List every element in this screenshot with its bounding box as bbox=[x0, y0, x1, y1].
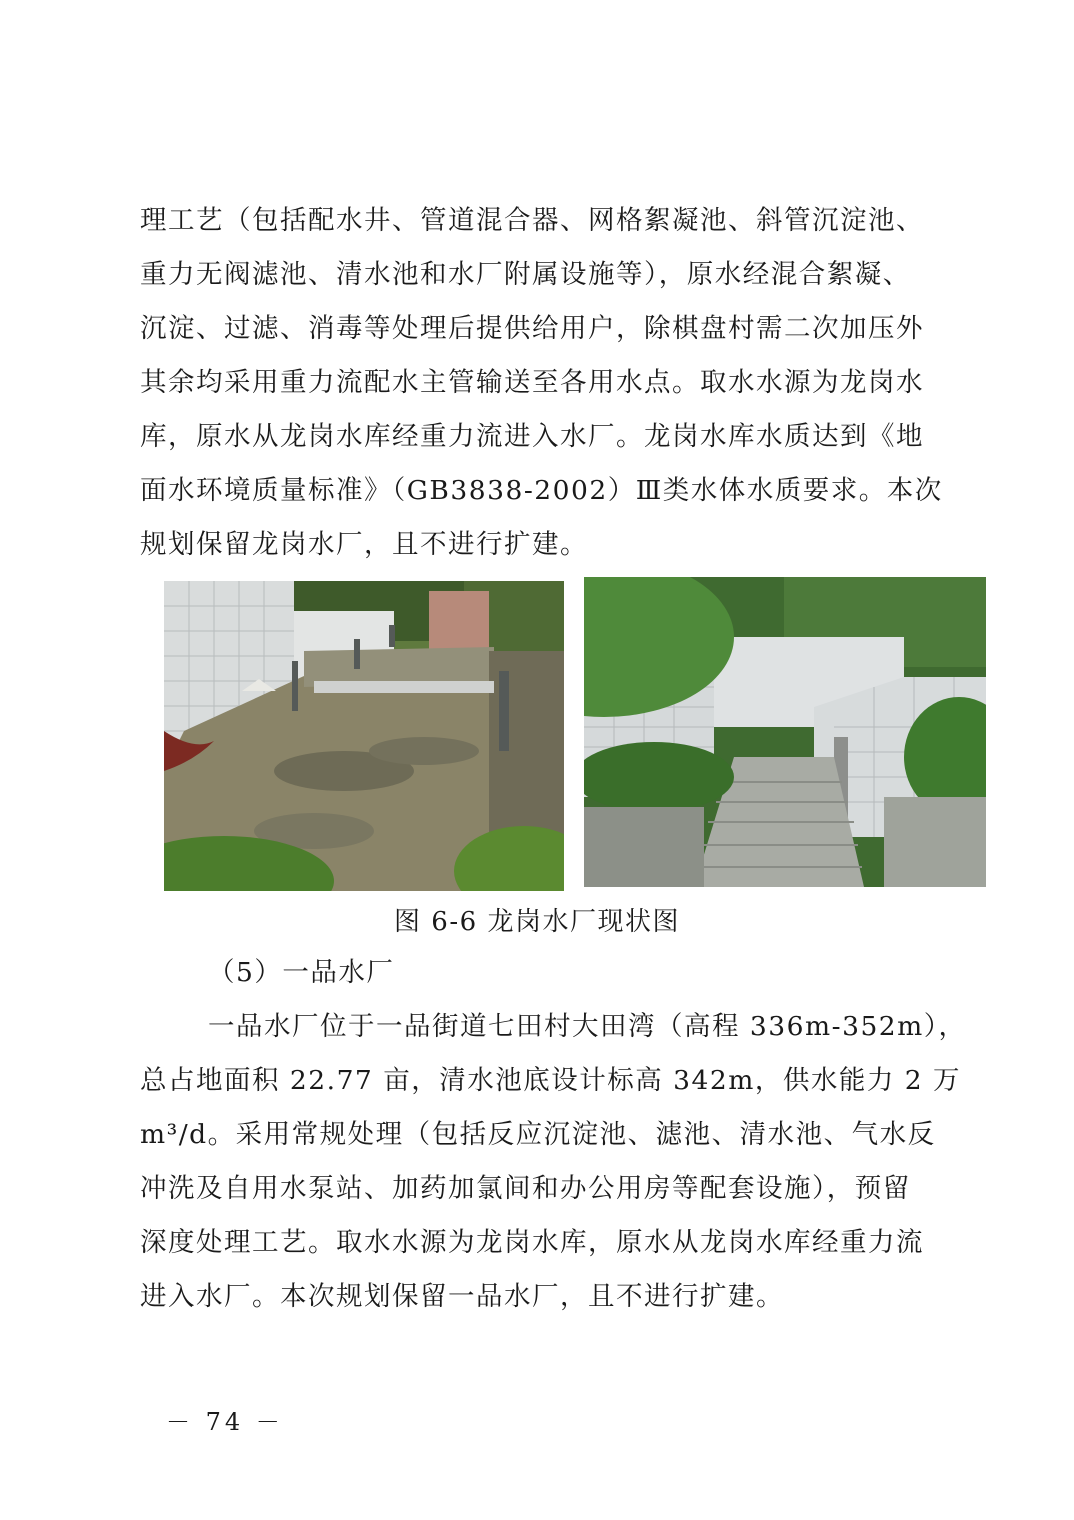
paragraph-line: 其余均采用重力流配水主管输送至各用水点。取水水源为龙岗水 bbox=[140, 367, 924, 398]
paragraph-line: 进入水厂。本次规划保留一品水厂，且不进行扩建。 bbox=[140, 1281, 784, 1312]
rooftop-photo-drawing bbox=[164, 581, 564, 891]
paragraph-line: m³/d。采用常规处理（包括反应沉淀池、滤池、清水池、气水反 bbox=[140, 1119, 936, 1150]
page-number: － 74 － bbox=[166, 1408, 284, 1436]
paragraph-line: 一品水厂位于一品街道七田村大田湾（高程 336m-352m）， bbox=[208, 1011, 967, 1042]
paragraph-line: 面水环境质量标准》（GB3838-2002）Ⅲ类水体水质要求。本次 bbox=[140, 475, 943, 506]
water-plant-stairs-photo bbox=[584, 577, 986, 887]
paragraph-line: 总占地面积 22.77 亩，清水池底设计标高 342m，供水能力 2 万 bbox=[140, 1065, 962, 1096]
paragraph-line: 理工艺（包括配水井、管道混合器、网格絮凝池、斜管沉淀池、 bbox=[140, 205, 924, 236]
body-paragraph-1 bbox=[140, 194, 943, 572]
section-heading: （5）一品水厂 bbox=[208, 957, 395, 988]
paragraph-line: 库，原水从龙岗水库经重力流进入水厂。龙岗水库水质达到《地 bbox=[140, 421, 924, 452]
paragraph-line: 沉淀、过滤、消毒等处理后提供给用户，除棋盘村需二次加压外 bbox=[140, 313, 924, 344]
paragraph-line: 深度处理工艺。取水水源为龙岗水库，原水从龙岗水库经重力流 bbox=[140, 1227, 924, 1258]
figure-photos bbox=[164, 577, 986, 891]
figure-caption: 图 6-6 龙岗水厂现状图 bbox=[394, 907, 680, 937]
paragraph-line: 冲洗及自用水泵站、加药加氯间和办公用房等配套设施），预留 bbox=[140, 1173, 911, 1204]
stairs-photo-drawing bbox=[584, 577, 986, 887]
paragraph-line: 重力无阀滤池、清水池和水厂附属设施等），原水经混合絮凝、 bbox=[140, 259, 911, 290]
body-paragraph-2 bbox=[140, 1000, 967, 1324]
water-plant-rooftop-photo bbox=[164, 581, 564, 891]
paragraph-line: 规划保留龙岗水厂，且不进行扩建。 bbox=[140, 529, 588, 560]
